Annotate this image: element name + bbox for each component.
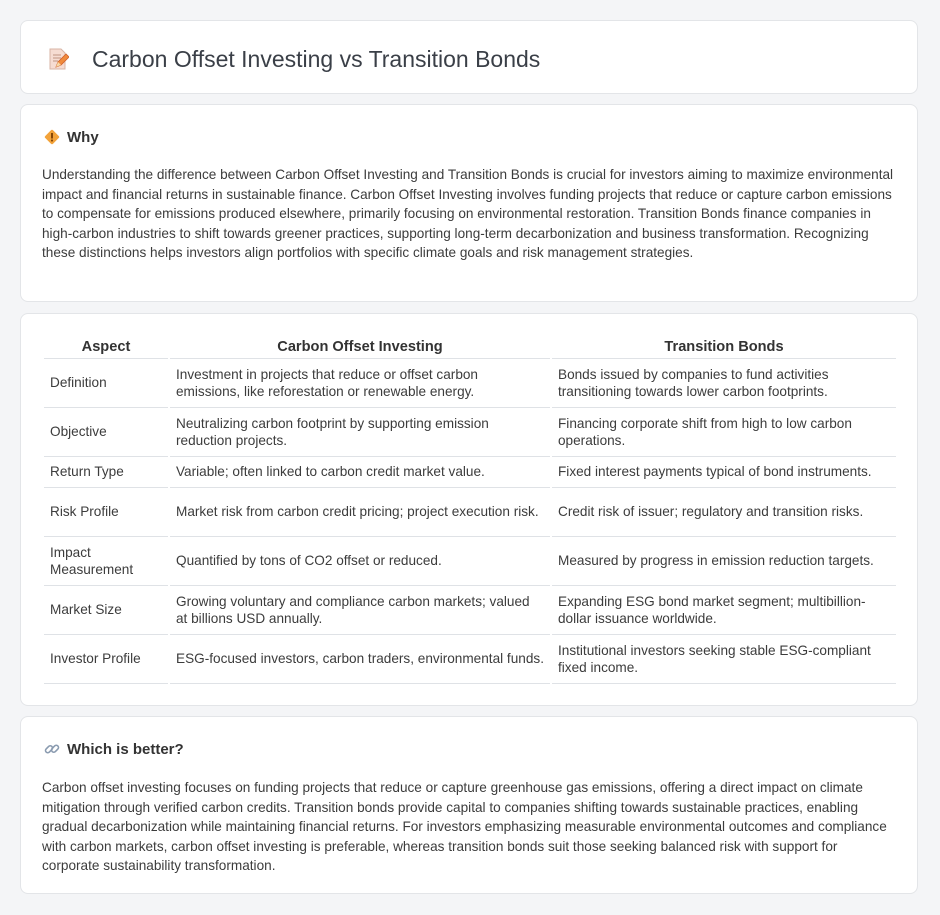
row-aspect: Market Size	[44, 586, 168, 635]
header-carbon-offset: Carbon Offset Investing	[170, 336, 550, 359]
table-row	[44, 537, 896, 586]
why-text: Understanding the difference between Carbon Offset Investing and Transition Bonds is crucial for investors aiming to maximize environmental impact and financial returns in sustainable finance. Carbon Offset Investing involves funding projects that reduce or capture carbon emissions to compensate for emissions produced elsewhere, primarily focusing on environmental restoration. Transition Bonds finance companies in high-carbon industries to shift towards greener practices, supporting long-term decarbonization and business transformation. Recognizing these distinctions helps investors align portfolios with specific climate goals and risk management strategies.	[42, 167, 894, 261]
table-row	[44, 488, 896, 537]
row-transition-bonds: Credit risk of issuer; regulatory and transition risks.	[552, 488, 896, 537]
table-row	[44, 457, 896, 488]
comparison-table	[42, 336, 898, 684]
header-transition-bonds: Transition Bonds	[552, 336, 896, 359]
row-transition-bonds: Fixed interest payments typical of bond instruments.	[552, 457, 896, 488]
row-carbon-offset: Quantified by tons of CO2 offset or reduced.	[170, 537, 550, 586]
row-aspect: Objective	[44, 408, 168, 457]
row-carbon-offset: Variable; often linked to carbon credit market value.	[170, 457, 550, 488]
link-icon	[43, 740, 61, 758]
table-row	[44, 635, 896, 684]
page-title: Carbon Offset Investing vs Transition Bonds	[92, 46, 541, 72]
better-heading: Which is better?	[67, 740, 184, 758]
row-transition-bonds: Expanding ESG bond market segment; multibillion-dollar issuance worldwide.	[552, 586, 896, 635]
row-carbon-offset: Investment in projects that reduce or offset carbon emissions, like reforestation or renewable energy.	[170, 359, 550, 408]
row-transition-bonds: Bonds issued by companies to fund activities transitioning towards lower carbon footprints.	[552, 359, 896, 408]
table-row	[44, 586, 896, 635]
document-pencil-icon	[47, 47, 69, 71]
table-row	[44, 408, 896, 457]
better-heading-row	[43, 738, 184, 760]
row-transition-bonds: Institutional investors seeking stable ESG-compliant fixed income.	[552, 635, 896, 684]
row-aspect: Investor Profile	[44, 635, 168, 684]
why-heading: Why	[67, 128, 99, 146]
row-carbon-offset: Market risk from carbon credit pricing; project execution risk.	[170, 488, 550, 537]
why-heading-row	[43, 126, 99, 148]
better-text: Carbon offset investing focuses on funding projects that reduce or capture greenhouse gas emissions, offering a direct impact on climate mitigation through verified carbon credits. Transition bonds provide capital to companies shifting towards sustainable practices, enabling gradual decarbonization while maintaining financial returns. For investors emphasizing measurable environmental outcomes and compliance with carbon markets, carbon offset investing is preferable, whereas transition bonds suit those seeking balanced risk with support for corporate sustainability transformation.	[42, 780, 887, 874]
diamond-warning-icon	[43, 128, 61, 146]
which-better-section	[20, 716, 918, 894]
table-header-row	[44, 336, 896, 359]
why-section	[20, 104, 918, 302]
row-carbon-offset: Neutralizing carbon footprint by supporting emission reduction projects.	[170, 408, 550, 457]
row-aspect: Risk Profile	[44, 488, 168, 537]
row-carbon-offset: Growing voluntary and compliance carbon markets; valued at billions USD annually.	[170, 586, 550, 635]
row-aspect: Definition	[44, 359, 168, 408]
table-row	[44, 359, 896, 408]
title-card	[20, 20, 918, 94]
row-carbon-offset: ESG-focused investors, carbon traders, environmental funds.	[170, 635, 550, 684]
row-transition-bonds: Financing corporate shift from high to low carbon operations.	[552, 408, 896, 457]
comparison-section	[20, 313, 918, 706]
row-aspect: Return Type	[44, 457, 168, 488]
header-aspect: Aspect	[44, 336, 168, 359]
row-transition-bonds: Measured by progress in emission reduction targets.	[552, 537, 896, 586]
row-aspect: Impact Measurement	[44, 537, 168, 586]
